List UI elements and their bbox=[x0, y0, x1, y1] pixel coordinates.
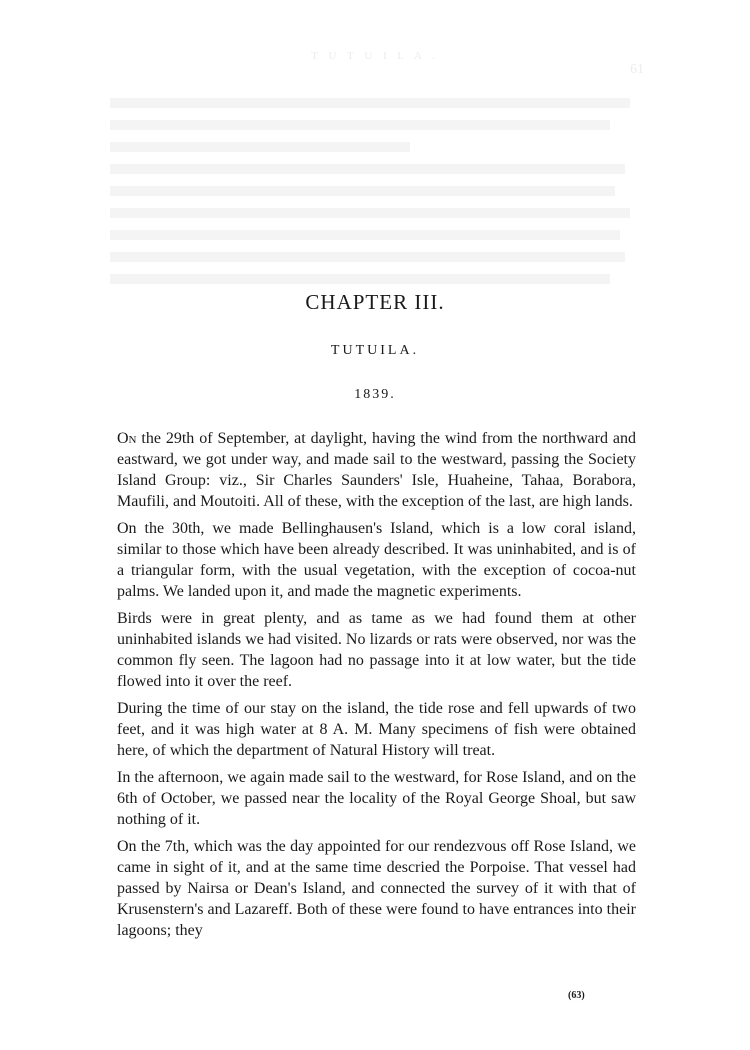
show-through-line bbox=[110, 120, 610, 130]
show-through-line bbox=[110, 274, 610, 284]
show-through-header: T U T U I L A . bbox=[311, 50, 439, 62]
show-through-page-number: 61 bbox=[630, 62, 644, 77]
show-through-line bbox=[110, 142, 410, 152]
paragraph bbox=[117, 518, 636, 602]
paragraph-text: During the time of our stay on the island, the tide rose and fell upwards of two feet, and it was high water at 8 A. M. Many specimens of fish were obtained here, of which the department of Natural History will treat. bbox=[117, 700, 636, 759]
chapter-year: 1839. bbox=[354, 387, 396, 402]
show-through-line bbox=[110, 164, 625, 174]
paragraph-text: the 29th of September, at daylight, having the wind from the northward and eastward, we got under way, and made sail to the westward, passing the Society Island Group: viz., Sir Charles Saunders' Isle, Huaheine, Tahaa, Borabora, Maufili, and Moutoiti. All of these, with the exception of the last, are high lands. bbox=[117, 430, 636, 510]
paragraph-lead-word: On bbox=[117, 430, 137, 447]
show-through-line bbox=[110, 98, 630, 108]
paragraph-text: Birds were in great plenty, and as tame as we had found them at other uninhabited islands we had visited. No lizards or rats were observed, nor was the common fly seen. The lagoon had no passage into it at low water, but the tide flowed into it over the reef. bbox=[117, 610, 636, 690]
show-through-line bbox=[110, 186, 615, 196]
paragraph bbox=[117, 428, 636, 512]
paragraph-text: On the 7th, which was the day appointed for our rendezvous off Rose Island, we came in sight of it, and at the same time descried the Porpoise. That vessel had passed by Nairsa or Dean's Island, and connected the survey of it with that of Krusenstern's and Lazareff. Both of these were found to have entrances into their lagoons; they bbox=[117, 838, 636, 939]
show-through-line bbox=[110, 208, 630, 218]
chapter-place-title: TUTUILA. bbox=[330, 343, 420, 358]
show-through-line bbox=[110, 230, 620, 240]
paragraph-text: On the 30th, we made Bellinghausen's Island, which is a low coral island, similar to those which have been already described. It was uninhabited, and is of a triangular form, with the usual vegetation, with the exception of cocoa-nut palms. We landed upon it, and made the magnetic experiments. bbox=[117, 520, 636, 600]
paragraph bbox=[117, 698, 636, 761]
paragraph bbox=[117, 767, 636, 830]
paragraph bbox=[117, 836, 636, 941]
chapter-heading: CHAPTER III. bbox=[305, 290, 445, 314]
page-number: (63) bbox=[568, 990, 585, 1001]
chapter-body-text bbox=[117, 428, 636, 947]
paragraph bbox=[117, 608, 636, 692]
paragraph-text: In the afternoon, we again made sail to the westward, for Rose Island, and on the 6th of October, we passed near the locality of the Royal George Shoal, but saw nothing of it. bbox=[117, 769, 636, 828]
show-through-line bbox=[110, 252, 625, 262]
